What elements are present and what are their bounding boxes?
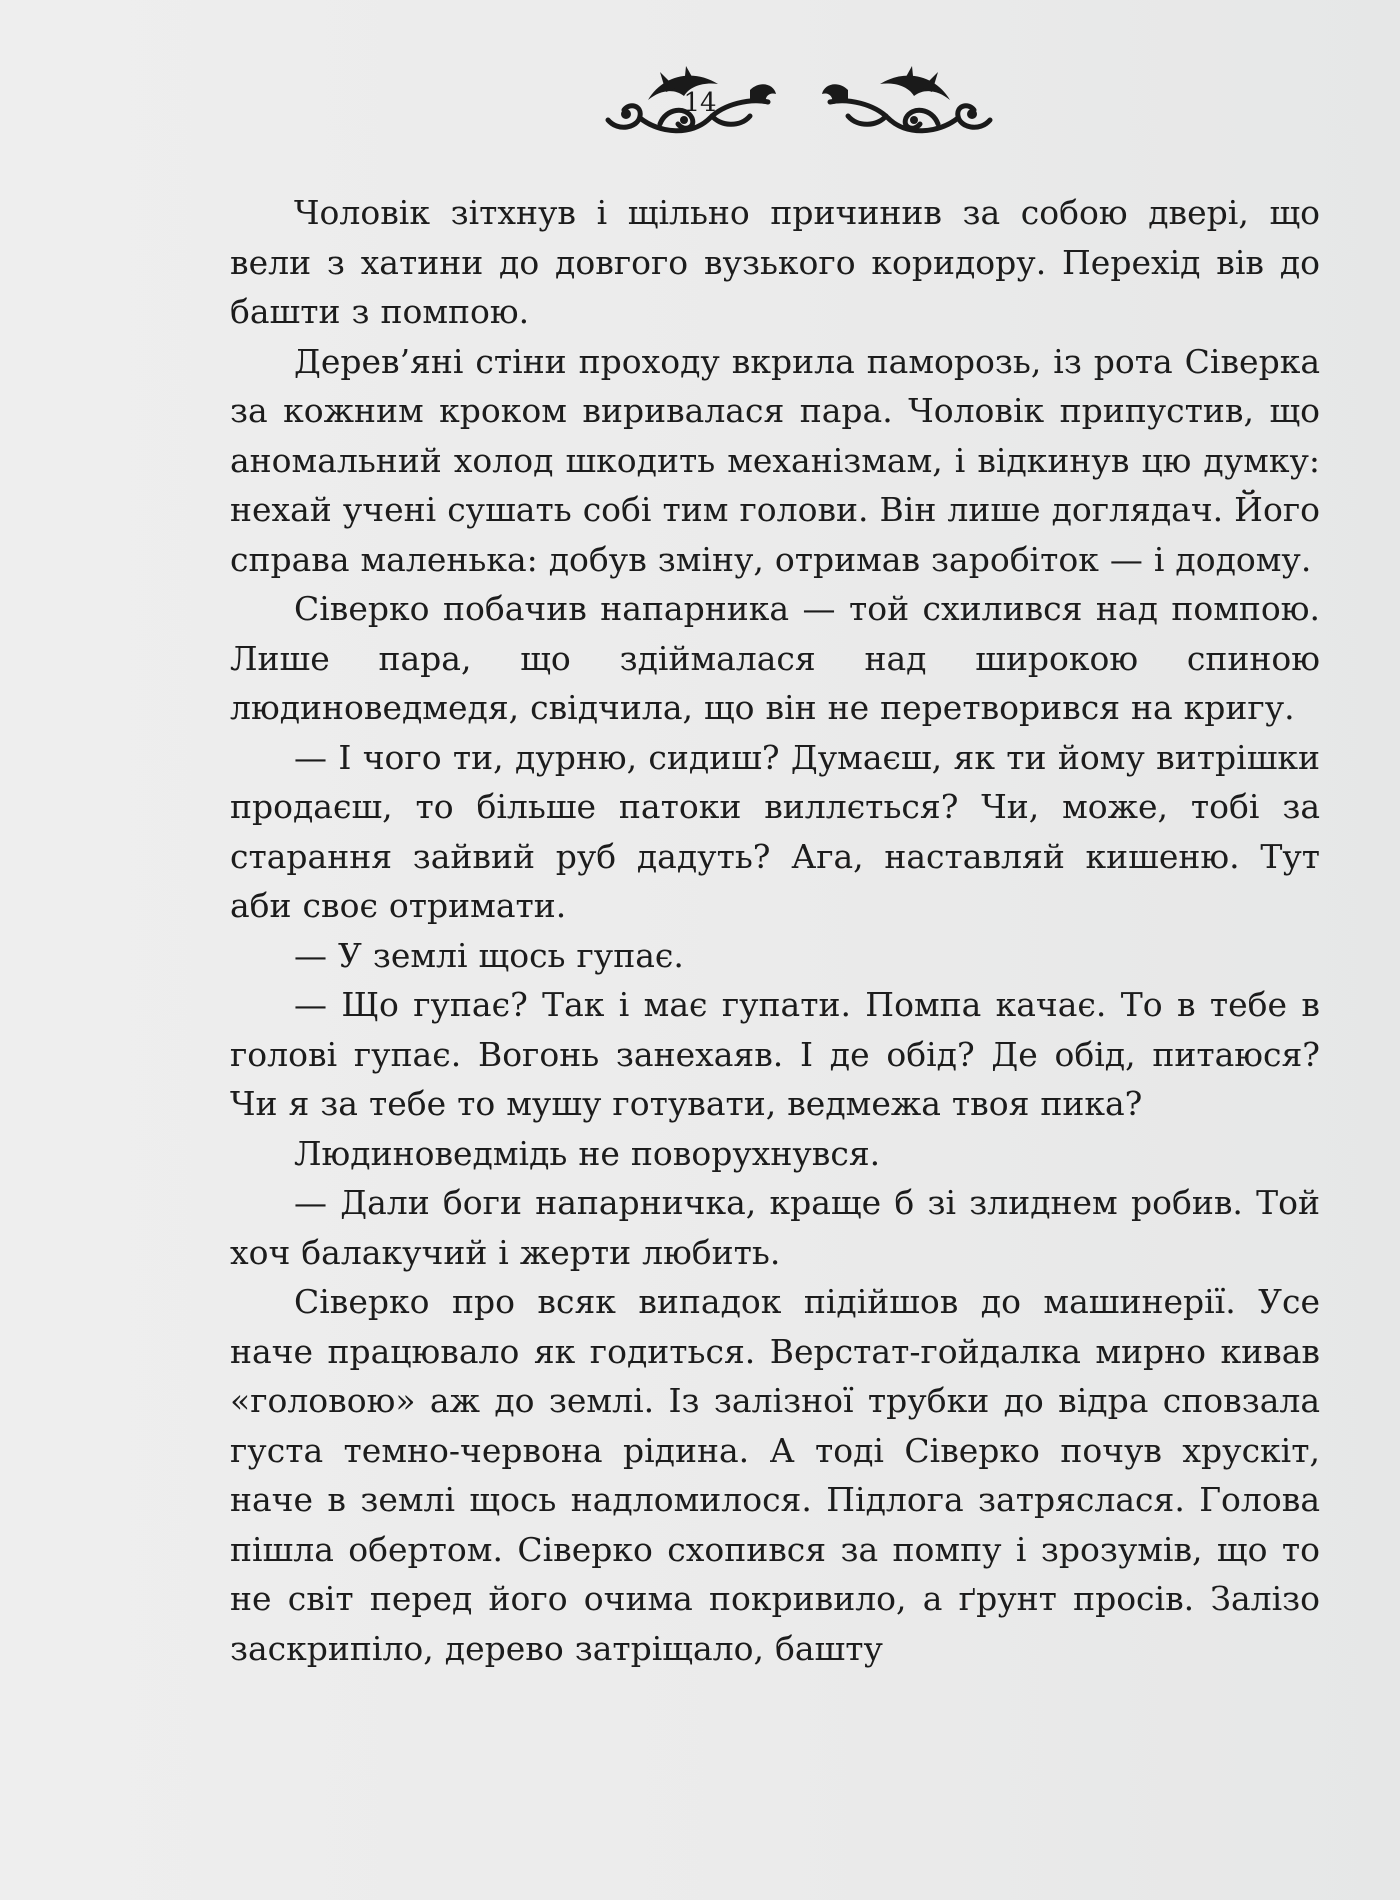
dialogue-line: — І чого ти, дурню, сидиш? Думаєш, як ти йому витрішки продаєш, то більше патоки виллється? Чи, може, тобі за старання зайвий руб дадуть? Ага, наставляй кишеню. Тут аби своє отримати. [230, 737, 1320, 925]
page-header [0, 58, 1400, 148]
page-body [230, 188, 1320, 1673]
page-number: 14 [683, 88, 717, 118]
paragraph: Сіверко побачив напарника — той схилився над помпою. Лише пара, що здіймалася над широкою спиною людиноведмедя, свідчила, що він не перетворився на кригу. [230, 589, 1320, 727]
paragraph: Чоловік зітхнув і щільно причинив за собою двері, що вели з хатини до довгого вузького коридору. Перехід вів до башти з помпою. [230, 193, 1320, 331]
paragraph: Людиноведмідь не поворухнувся. [294, 1133, 881, 1173]
paragraph: Дерев’яні стіни проходу вкрила паморозь, із рота Сіверка за кожним кроком виривалася пара. Чоловік припустив, що аномальний холод шкодить механізмам, і відкинув цю думку: нехай учені сушать собі тим голови. Він лише доглядач. Його справа маленька: добув зміну, отримав заробіток — і додому. [230, 341, 1320, 579]
dialogue-line: — Що гупає? Так і має гупати. Помпа качає. То в тебе в голові гупає. Вогонь занехаяв. І де обід? Де обід, питаюся? Чи я за тебе то мушу готувати, ведмежа твоя пика? [230, 985, 1320, 1123]
dialogue-line: — У землі щось гупає. [294, 935, 684, 975]
dragon-ornament-icon [818, 62, 998, 142]
dialogue-line: — Дали боги напарничка, краще б зі злиднем робив. Той хоч балакучий і жерти любить. [230, 1183, 1320, 1272]
paragraph: Сіверко про всяк випадок підійшов до машинерії. Усе наче працювало як годиться. Верстат-гойдалка мирно кивав «головою» аж до землі. Із залізної трубки до відра сповзала густа темно-червона рідина. А тоді Сіверко почув хрускіт, наче в землі щось надломилося. Підлога затряслася. Голова пішла обертом. Сіверко схопився за помпу і зрозумів, що то не світ перед його очима покривило, а ґрунт просів. Залізо заскрипіло, дерево затріщало, башту [230, 1282, 1320, 1668]
